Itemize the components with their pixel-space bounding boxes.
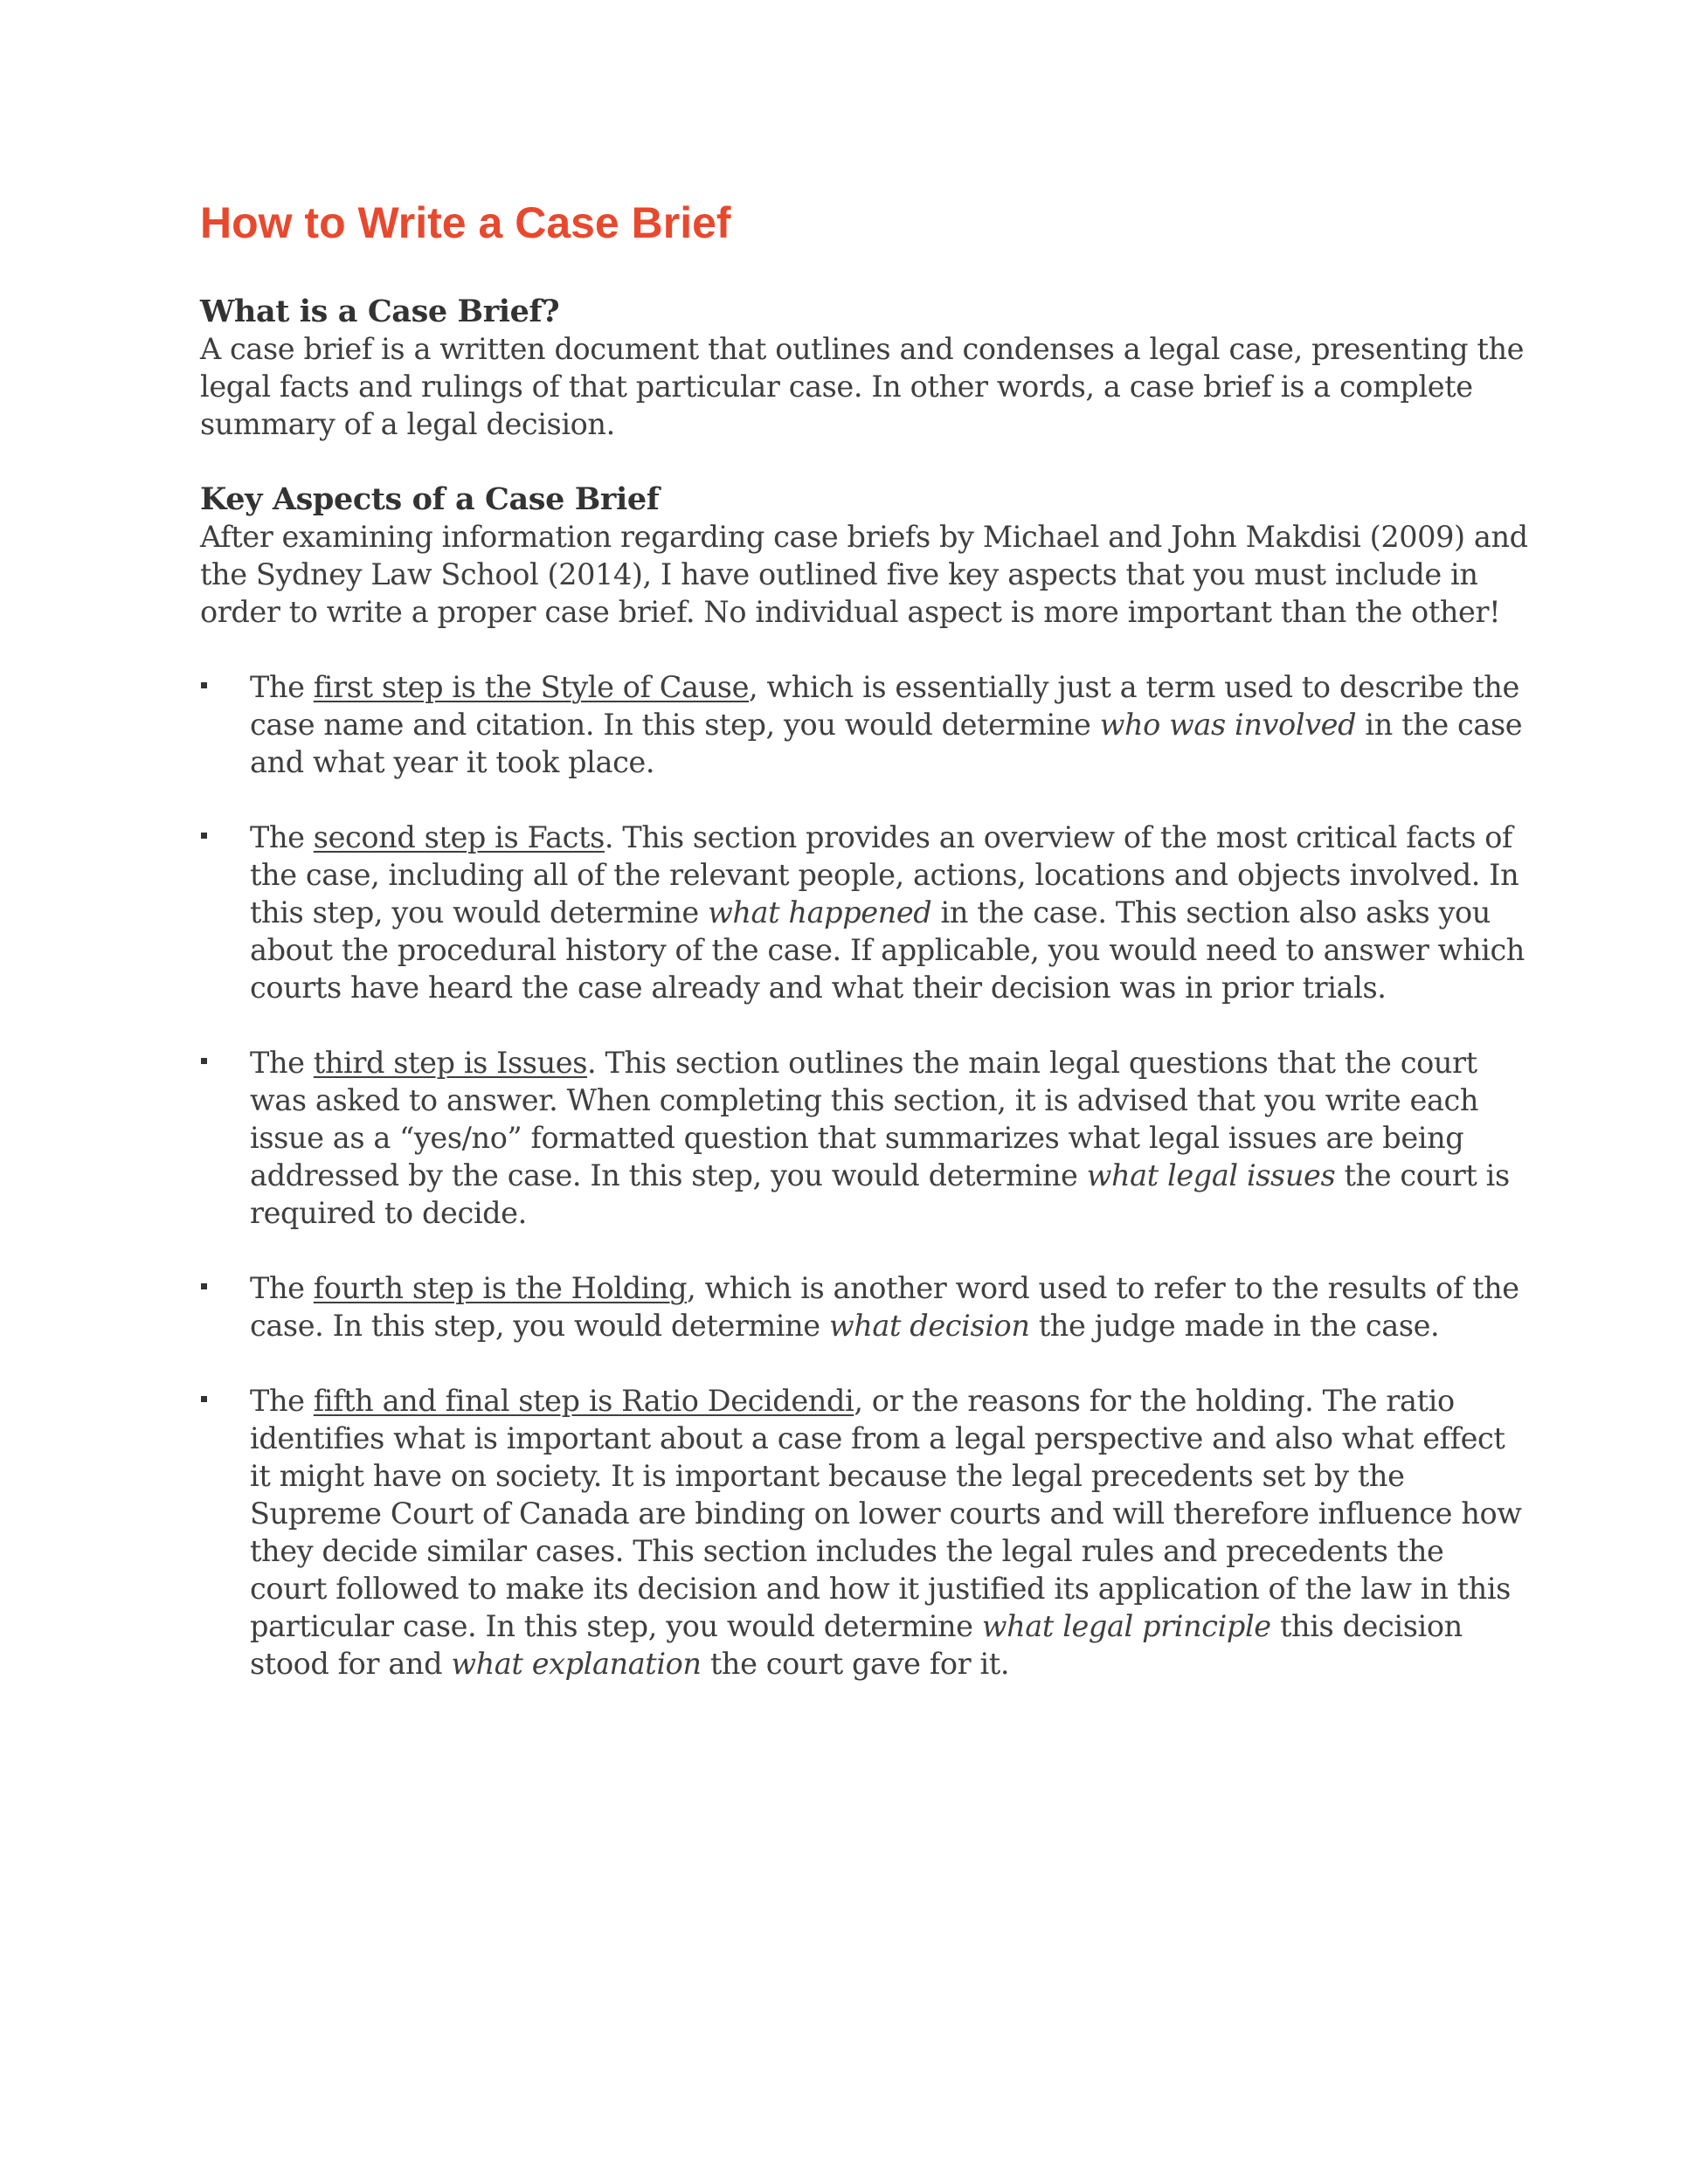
step-text: in the case and what year it took place. — [250, 708, 1523, 779]
step-emphasis: what decision — [828, 1309, 1030, 1343]
square-bullet-icon — [201, 1283, 207, 1289]
step-intro: The — [250, 1046, 314, 1080]
step-text: , which is essentially just a term used to describe the case name and citation. In this step, you would determine — [250, 670, 1519, 742]
step-title: fourth step is the Holding — [313, 1271, 688, 1305]
step-text: . This section outlines the main legal questions that the court was asked to answer. When completing this section, it is advised that you write each issue as a “yes/no” formatted question that summarizes what legal issues are being addressed by the case. In this step, you would determine — [250, 1046, 1479, 1192]
step-intro: The — [250, 1271, 314, 1305]
step-emphasis: what legal issues — [1086, 1158, 1336, 1192]
step-emphasis: what legal principle — [981, 1609, 1271, 1643]
step-intro: The — [250, 670, 314, 704]
page-title: How to Write a Case Brief — [200, 198, 731, 247]
step-text: , or the reasons for the holding. The ratio identifies what is important about a case from a legal perspective and also what effect it might have on society. It is important because the legal precedents set by the Supreme Court of Canada are binding on lower courts and will therefore influence how they decide similar cases. This section includes the legal rules and precedents the court followed to make its decision and how it justified its application of the law in this particular case. In this step, you would determine — [250, 1384, 1522, 1643]
list-item — [200, 668, 1528, 781]
section-paragraph: A case brief is a written document that outlines and condenses a legal case, presenting the legal facts and rulings of that particular case. In other words, a case brief is a complete summary of a legal decision. — [200, 332, 1525, 441]
section-what-is-case-brief — [200, 293, 1528, 443]
step-text: the court gave for it. — [701, 1647, 1010, 1681]
step-text: this decision stood for and — [250, 1609, 1463, 1681]
step-title: second step is Facts — [313, 820, 605, 854]
step-emphasis: what explanation — [451, 1647, 702, 1681]
step-text: in the case. This section also asks you about the procedural history of the case. If applicable, you would need to answer which courts have heard the case already and what their decision was in prior trials. — [250, 895, 1525, 1005]
step-title: first step is the Style of Cause — [313, 670, 750, 704]
step-text: . This section provides an overview of the most critical facts of the case, including all of the relevant people, actions, locations and objects involved. In this step, you would determine — [250, 820, 1519, 930]
step-intro: The — [250, 820, 314, 854]
step-text: the judge made in the case. — [1029, 1309, 1440, 1343]
step-emphasis: who was involved — [1099, 708, 1357, 742]
step-title: fifth and final step is Ratio Decidendi — [313, 1384, 854, 1418]
square-bullet-icon — [201, 1396, 207, 1402]
list-item — [200, 819, 1528, 1006]
document-content — [200, 197, 1528, 1720]
section-heading: Key Aspects of a Case Brief — [200, 481, 660, 517]
section-key-aspects — [200, 480, 1528, 631]
list-item — [200, 1382, 1528, 1683]
square-bullet-icon — [201, 1058, 207, 1064]
square-bullet-icon — [201, 833, 207, 839]
list-item — [200, 1269, 1528, 1344]
step-emphasis: what happened — [708, 895, 932, 930]
section-heading: What is a Case Brief? — [200, 294, 560, 329]
square-bullet-icon — [201, 682, 207, 688]
step-title: third step is Issues — [313, 1046, 587, 1080]
section-paragraph: After examining information regarding case briefs by Michael and John Makdisi (2009) and the Sydney Law School (2014), I have outlined five key aspects that you must include in order to write a proper case brief. No individual aspect is more important than the other! — [200, 520, 1528, 629]
steps-list — [200, 668, 1528, 1683]
step-text: , which is another word used to refer to the results of the case. In this step, you would determine — [250, 1271, 1519, 1343]
step-text: the court is required to decide. — [250, 1158, 1510, 1230]
list-item — [200, 1044, 1528, 1232]
step-intro: The — [250, 1384, 314, 1418]
